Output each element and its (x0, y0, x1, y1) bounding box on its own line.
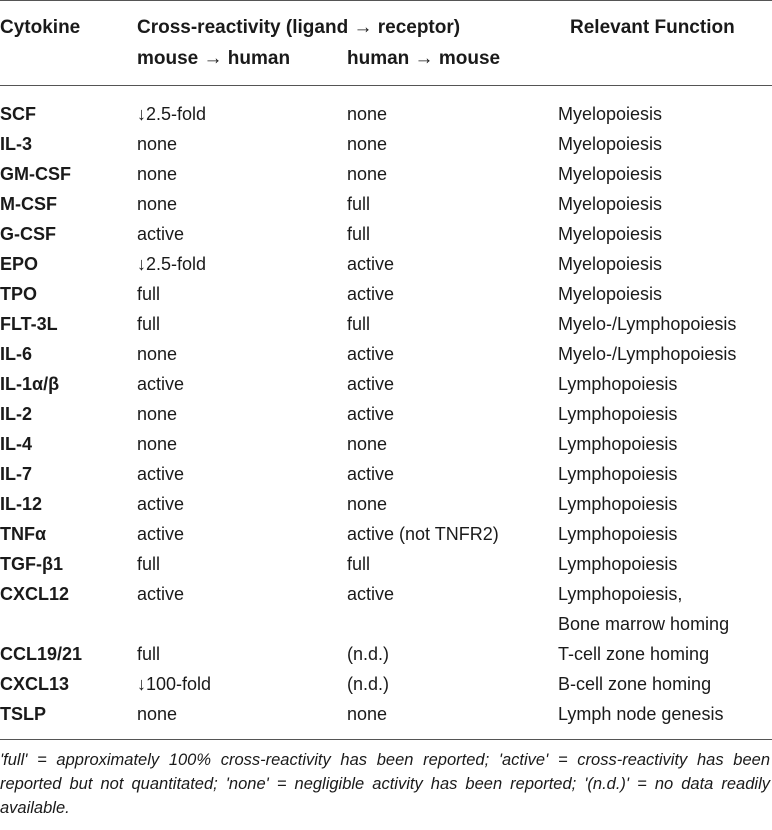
cell-cytokine: M-CSF (0, 194, 57, 214)
table-row (0, 99, 772, 129)
cell-relevant-function: Myelo-/Lymphopoiesis (558, 314, 737, 334)
table-row (0, 129, 772, 159)
cell-mouse-to-human: none (137, 194, 178, 214)
cell-mouse-to-human: full (137, 284, 161, 304)
cell-human-to-mouse: full (347, 224, 371, 244)
cell-cytokine: CXCL13 (0, 674, 70, 694)
cell-cytokine: G-CSF (0, 224, 56, 244)
cell-cytokine: SCF (0, 104, 36, 124)
cell-cytokine: TGF-β1 (0, 554, 63, 574)
cell-relevant-function: Lymphopoiesis (558, 374, 678, 394)
table-row (0, 639, 772, 669)
cell-human-to-mouse: none (347, 164, 388, 184)
cell-mouse-to-human: ↓100-fold (137, 674, 212, 694)
table-row (0, 459, 772, 489)
cell-mouse-to-human: full (137, 314, 161, 334)
cell-relevant-function: Lymphopoiesis (558, 494, 678, 514)
table-row (0, 219, 772, 249)
table-row (0, 579, 772, 609)
cell-mouse-to-human: none (137, 164, 178, 184)
cell-human-to-mouse: none (347, 704, 388, 724)
table-top-rule (0, 0, 772, 1)
cell-cytokine: TPO (0, 284, 38, 304)
cell-mouse-to-human: none (137, 134, 178, 154)
table-row (0, 429, 772, 459)
cell-cytokine: IL-6 (0, 344, 33, 364)
cell-mouse-to-human: ↓2.5-fold (137, 254, 207, 274)
table-row (0, 609, 772, 639)
cell-cytokine: TSLP (0, 704, 47, 724)
cell-human-to-mouse: full (347, 314, 371, 334)
cell-cytokine: GM-CSF (0, 164, 71, 184)
table-row (0, 669, 772, 699)
cell-human-to-mouse: active (347, 344, 395, 364)
table-row (0, 399, 772, 429)
cell-mouse-to-human: active (137, 584, 185, 604)
cell-relevant-function: T-cell zone homing (558, 644, 710, 664)
table-row (0, 369, 772, 399)
cell-mouse-to-human: none (137, 344, 178, 364)
cell-cytokine: FLT-3L (0, 314, 58, 334)
cell-human-to-mouse: active (347, 284, 395, 304)
cell-mouse-to-human: active (137, 374, 185, 394)
header-cross-reactivity: Cross-reactivity (ligand → receptor) (137, 17, 461, 38)
table-row (0, 339, 772, 369)
cell-human-to-mouse: none (347, 434, 388, 454)
table-row (0, 489, 772, 519)
cell-relevant-function: Myelopoiesis (558, 164, 663, 184)
cell-human-to-mouse: none (347, 494, 388, 514)
cell-mouse-to-human: ↓2.5-fold (137, 104, 207, 124)
cell-cytokine: IL-1α/β (0, 374, 60, 394)
cell-mouse-to-human: active (137, 224, 185, 244)
cell-human-to-mouse: active (347, 254, 395, 274)
cell-cytokine: EPO (0, 254, 39, 274)
cell-relevant-function: Lymphopoiesis (558, 464, 678, 484)
cell-relevant-function: Lymph node genesis (558, 704, 724, 724)
cell-cytokine: IL-3 (0, 134, 33, 154)
cell-mouse-to-human: none (137, 404, 178, 424)
header-mouse-to-human: mouse → human (137, 48, 291, 69)
table-row (0, 159, 772, 189)
cell-relevant-function: Myelopoiesis (558, 194, 663, 214)
cell-relevant-function: Bone marrow homing (558, 614, 730, 634)
cell-relevant-function: Lymphopoiesis (558, 554, 678, 574)
cell-human-to-mouse: none (347, 134, 388, 154)
cell-relevant-function: Lymphopoiesis (558, 404, 678, 424)
cell-human-to-mouse: full (347, 554, 371, 574)
cell-cytokine: IL-12 (0, 494, 43, 514)
cell-human-to-mouse: active (347, 404, 395, 424)
table-bottom-rule (0, 739, 772, 740)
cell-human-to-mouse: (n.d.) (347, 644, 390, 664)
cell-human-to-mouse: active (347, 464, 395, 484)
cell-relevant-function: Myelopoiesis (558, 254, 663, 274)
cell-mouse-to-human: none (137, 434, 178, 454)
table-footnote: 'full' = approximately 100% cross-reactivity has been reported; 'active' = cross-reactivity has been reported but not quantitated; 'none' = negligible activity has been reported; '(n.d.)' = no data readily available. (0, 751, 770, 817)
cell-mouse-to-human: active (137, 494, 185, 514)
cell-cytokine: IL-4 (0, 434, 33, 454)
table-row (0, 249, 772, 279)
cell-mouse-to-human: full (137, 554, 161, 574)
cell-human-to-mouse: active (not TNFR2) (347, 524, 499, 544)
table-row (0, 549, 772, 579)
cell-relevant-function: Myelopoiesis (558, 224, 663, 244)
cell-relevant-function: Myelo-/Lymphopoiesis (558, 344, 737, 364)
cell-mouse-to-human: full (137, 644, 161, 664)
table-row (0, 279, 772, 309)
cell-human-to-mouse: (n.d.) (347, 674, 390, 694)
table-row (0, 699, 772, 729)
cell-relevant-function: Myelopoiesis (558, 104, 663, 124)
cell-relevant-function: Myelopoiesis (558, 284, 663, 304)
header-cytokine: Cytokine (0, 17, 81, 38)
cell-human-to-mouse: none (347, 104, 388, 124)
cell-cytokine: IL-2 (0, 404, 33, 424)
cell-cytokine: CXCL12 (0, 584, 70, 604)
table-row (0, 519, 772, 549)
cell-human-to-mouse: active (347, 584, 395, 604)
cell-relevant-function: Lymphopoiesis (558, 524, 678, 544)
table-row (0, 309, 772, 339)
table-header-rule (0, 85, 772, 86)
cell-cytokine: IL-7 (0, 464, 33, 484)
cell-relevant-function: B-cell zone homing (558, 674, 712, 694)
header-relevant-function: Relevant Function (570, 17, 735, 38)
cell-cytokine: CCL19/21 (0, 644, 83, 664)
cell-human-to-mouse: full (347, 194, 371, 214)
cell-human-to-mouse: active (347, 374, 395, 394)
header-human-to-mouse: human → mouse (347, 48, 501, 69)
cell-mouse-to-human: active (137, 464, 185, 484)
cell-cytokine: TNFα (0, 524, 47, 544)
cell-mouse-to-human: active (137, 524, 185, 544)
cell-relevant-function: Lymphopoiesis, (558, 584, 683, 604)
cell-mouse-to-human: none (137, 704, 178, 724)
cell-relevant-function: Myelopoiesis (558, 134, 663, 154)
cell-relevant-function: Lymphopoiesis (558, 434, 678, 454)
table-row (0, 189, 772, 219)
